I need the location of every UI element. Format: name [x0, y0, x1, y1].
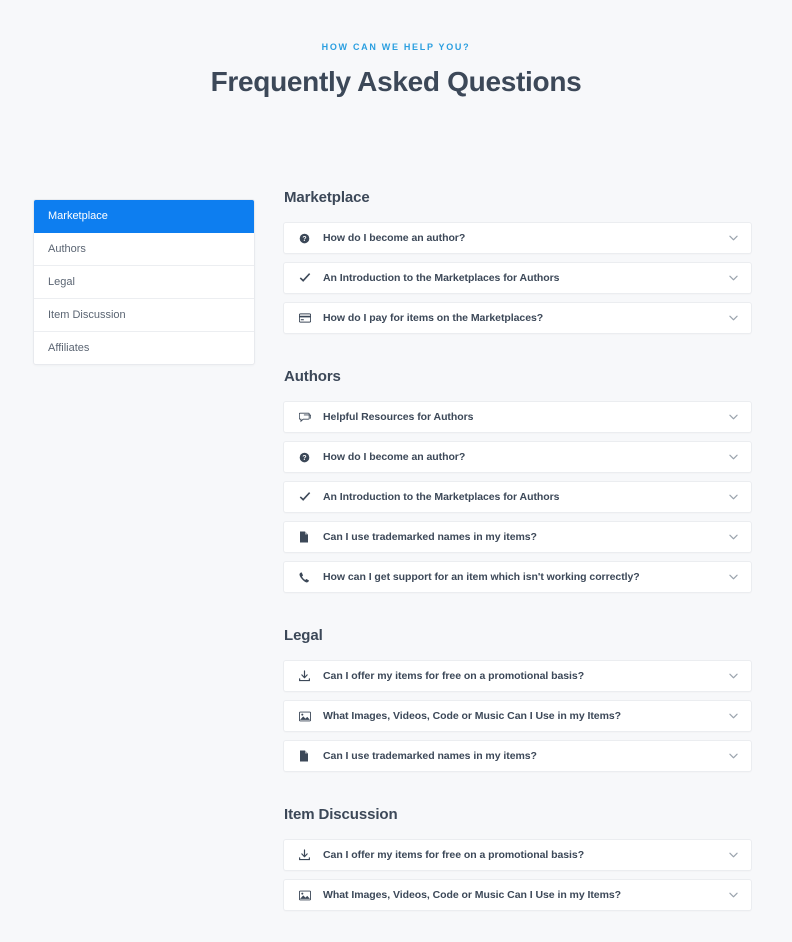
sidebar-item-label: Legal: [48, 276, 75, 288]
download-icon: [299, 670, 313, 682]
chevron-down-icon[interactable]: [727, 494, 739, 500]
sidebar-item-authors[interactable]: [34, 233, 254, 266]
faq-question-label: Helpful Resources for Authors: [323, 410, 474, 423]
chevron-down-icon[interactable]: [727, 673, 739, 679]
svg-text:?: ?: [302, 235, 307, 243]
sidebar-item-label: Authors: [48, 243, 86, 255]
comment-icon: [299, 411, 313, 423]
section-title: Legal: [284, 627, 323, 644]
credit-card-icon: [299, 312, 313, 324]
question-circle-icon: [299, 232, 313, 244]
file-icon: [299, 531, 313, 543]
faq-question-label: How do I become an author?: [323, 450, 466, 463]
faq-accordion-item[interactable]: [283, 302, 752, 334]
section-title: Item Discussion: [284, 806, 398, 823]
svg-text:?: ?: [302, 454, 307, 462]
sidebar-item-affiliates[interactable]: [34, 332, 254, 364]
faq-question-label: What Images, Videos, Code or Music Can I Use in my Items?: [323, 888, 622, 901]
faq-section: [283, 368, 752, 593]
page-title: Frequently Asked Questions: [210, 66, 582, 97]
page-header: [0, 0, 792, 98]
faq-accordion-item[interactable]: [283, 879, 752, 911]
faq-question-label: Can I offer my items for free on a promotional basis?: [323, 848, 585, 861]
chevron-down-icon[interactable]: [727, 414, 739, 420]
sidebar-item-label: Affiliates: [48, 342, 90, 354]
faq-question-label: How can I get support for an item which isn't working correctly?: [323, 570, 640, 583]
faq-section: [283, 806, 752, 911]
file-icon: [299, 750, 313, 762]
phone-icon: [299, 571, 313, 583]
question-circle-icon: [299, 451, 313, 463]
chevron-down-icon[interactable]: [727, 235, 739, 241]
download-icon: [299, 849, 313, 861]
faq-accordion-item[interactable]: [283, 521, 752, 553]
faq-accordion-item[interactable]: [283, 561, 752, 593]
sidebar-item-marketplace[interactable]: [34, 200, 254, 233]
faq-accordion-item[interactable]: [283, 700, 752, 732]
section-title: Marketplace: [284, 189, 370, 206]
sidebar-item-label: Marketplace: [48, 210, 108, 222]
faq-accordion-item[interactable]: [283, 401, 752, 433]
chevron-down-icon[interactable]: [727, 315, 739, 321]
faq-question-label: Can I use trademarked names in my items?: [323, 749, 537, 762]
chevron-down-icon[interactable]: [727, 753, 739, 759]
faq-question-label: An Introduction to the Marketplaces for Authors: [323, 490, 560, 503]
faq-question-label: How do I pay for items on the Marketplaces?: [323, 311, 544, 324]
page-eyebrow: HOW CAN WE HELP YOU?: [321, 42, 471, 52]
check-icon: [299, 272, 313, 284]
faq-accordion-item[interactable]: [283, 740, 752, 772]
faq-question-label: What Images, Videos, Code or Music Can I Use in my Items?: [323, 709, 622, 722]
faq-question-label: Can I use trademarked names in my items?: [323, 530, 537, 543]
chevron-down-icon[interactable]: [727, 892, 739, 898]
chevron-down-icon[interactable]: [727, 534, 739, 540]
faq-sections: [255, 189, 752, 911]
section-title: Authors: [284, 368, 341, 385]
faq-question-label: How do I become an author?: [323, 231, 466, 244]
sidebar-item-legal[interactable]: [34, 266, 254, 299]
faq-accordion-item[interactable]: [283, 262, 752, 294]
chevron-down-icon[interactable]: [727, 275, 739, 281]
category-sidebar: [33, 199, 255, 365]
faq-section: [283, 189, 752, 334]
faq-accordion-item[interactable]: [283, 839, 752, 871]
chevron-down-icon[interactable]: [727, 852, 739, 858]
chevron-down-icon[interactable]: [727, 713, 739, 719]
sidebar-item-label: Item Discussion: [48, 309, 126, 321]
sidebar-item-item-discussion[interactable]: [34, 299, 254, 332]
image-icon: [299, 889, 313, 901]
faq-accordion-item[interactable]: [283, 441, 752, 473]
chevron-down-icon[interactable]: [727, 574, 739, 580]
faq-accordion-item[interactable]: [283, 222, 752, 254]
faq-accordion-item[interactable]: [283, 660, 752, 692]
faq-question-label: Can I offer my items for free on a promotional basis?: [323, 669, 585, 682]
image-icon: [299, 710, 313, 722]
faq-question-label: An Introduction to the Marketplaces for Authors: [323, 271, 560, 284]
faq-accordion-item[interactable]: [283, 481, 752, 513]
chevron-down-icon[interactable]: [727, 454, 739, 460]
faq-section: [283, 627, 752, 772]
check-icon: [299, 491, 313, 503]
page-content: [0, 98, 792, 911]
